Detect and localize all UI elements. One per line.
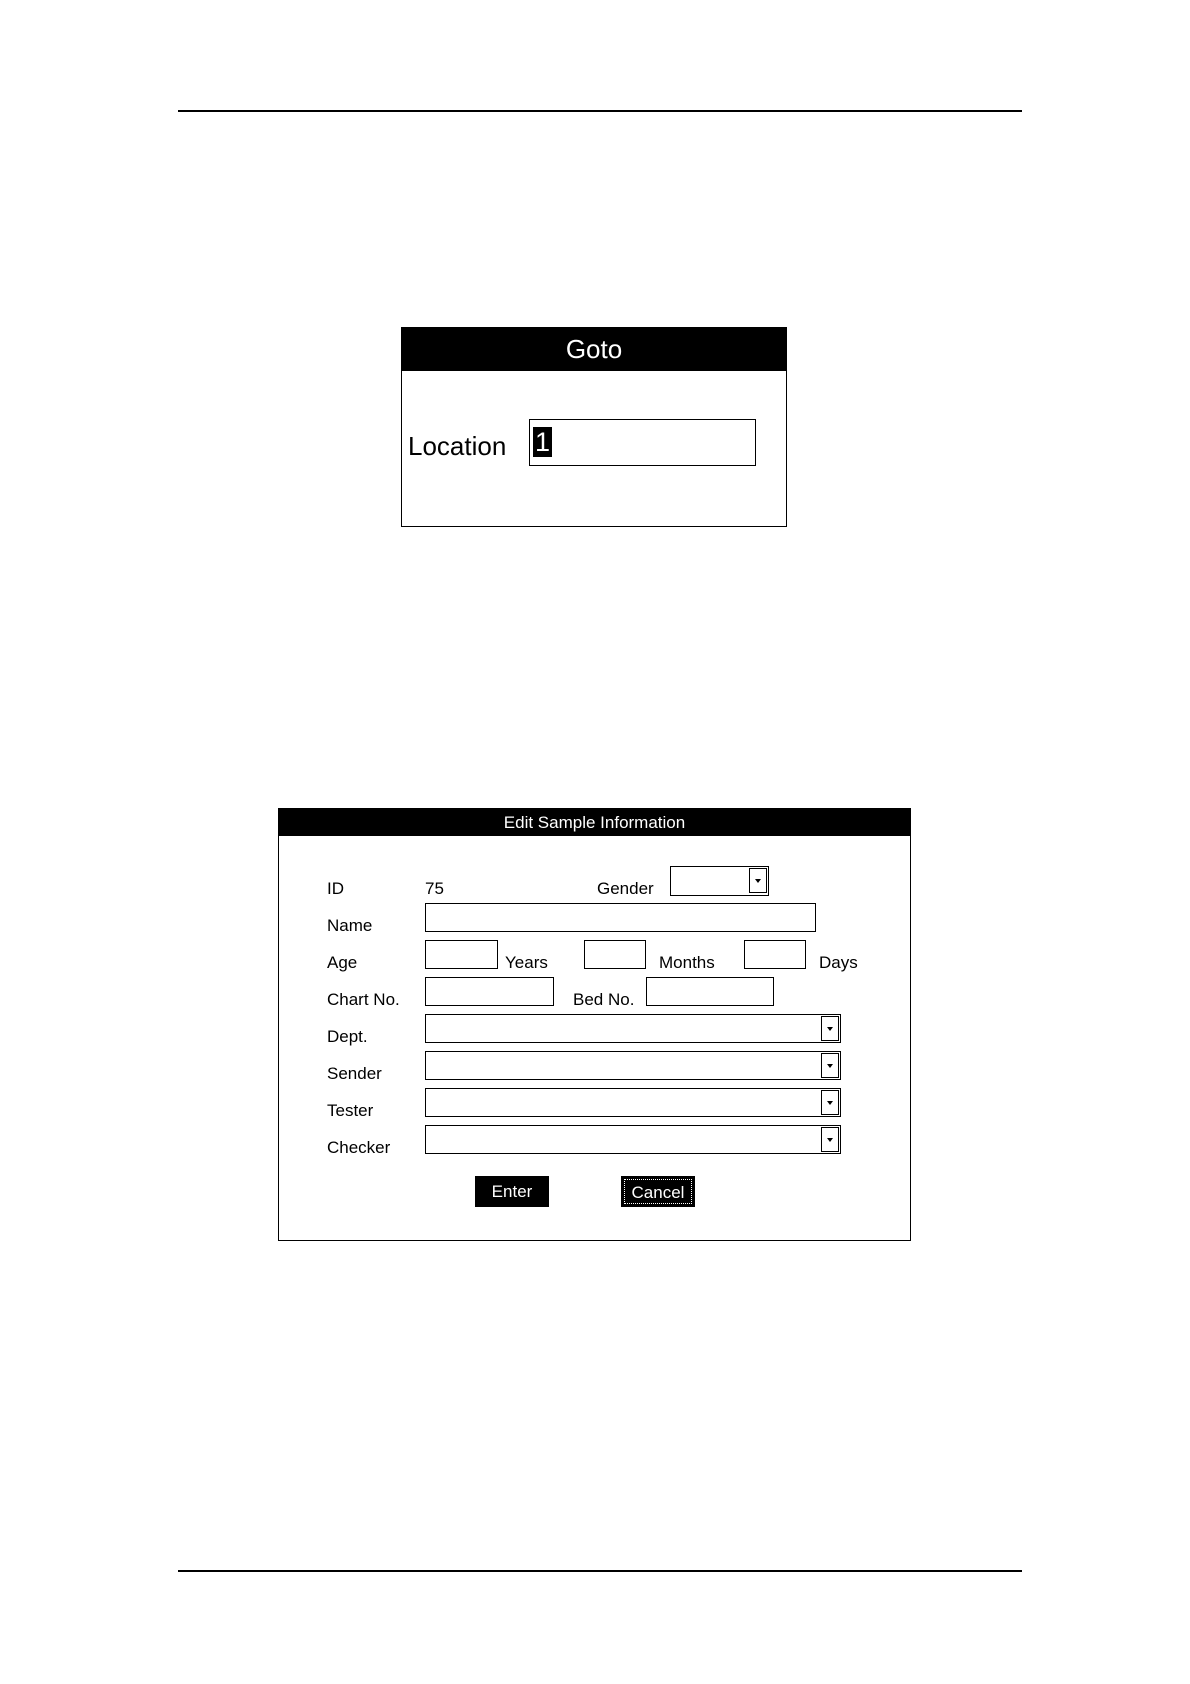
dept-select[interactable]	[425, 1014, 841, 1043]
age-years-input[interactable]	[425, 940, 498, 969]
age-months-input[interactable]	[584, 940, 646, 969]
days-label: Days	[819, 953, 858, 972]
chevron-down-icon[interactable]	[821, 1016, 839, 1041]
chart-no-input[interactable]	[425, 977, 554, 1006]
age-days-input[interactable]	[744, 940, 806, 969]
cancel-button[interactable]: Cancel	[621, 1176, 695, 1207]
checker-label: Checker	[327, 1138, 391, 1157]
bed-no-input[interactable]	[646, 977, 774, 1006]
sender-select[interactable]	[425, 1051, 841, 1080]
edit-sample-dialog-title: Edit Sample Information	[279, 809, 910, 836]
chart-no-label: Chart No.	[327, 990, 400, 1009]
goto-dialog-title: Goto	[402, 328, 786, 371]
chevron-down-icon[interactable]	[821, 1127, 839, 1152]
footer-rule	[178, 1570, 1022, 1572]
years-label: Years	[505, 953, 548, 972]
location-input[interactable]	[529, 419, 756, 466]
dept-label: Dept.	[327, 1027, 368, 1046]
chevron-down-icon[interactable]	[749, 868, 767, 893]
age-label: Age	[327, 953, 358, 972]
edit-sample-dialog	[278, 808, 911, 1241]
months-label: Months	[659, 953, 715, 972]
name-label: Name	[327, 916, 373, 935]
id-label: ID	[327, 879, 344, 898]
header-rule	[178, 110, 1022, 112]
enter-button[interactable]: Enter	[475, 1176, 549, 1207]
chevron-down-icon[interactable]	[821, 1053, 839, 1078]
bed-no-label: Bed No.	[573, 990, 635, 1009]
goto-dialog	[401, 327, 787, 527]
location-value: 1	[535, 427, 551, 457]
tester-label: Tester	[327, 1101, 374, 1120]
checker-select[interactable]	[425, 1125, 841, 1154]
id-value: 75	[425, 879, 444, 898]
sender-label: Sender	[327, 1064, 382, 1083]
chevron-down-icon[interactable]	[821, 1090, 839, 1115]
gender-select[interactable]	[670, 866, 769, 896]
name-input[interactable]	[425, 903, 816, 932]
location-label: Location	[408, 431, 507, 461]
gender-label: Gender	[597, 879, 654, 898]
tester-select[interactable]	[425, 1088, 841, 1117]
